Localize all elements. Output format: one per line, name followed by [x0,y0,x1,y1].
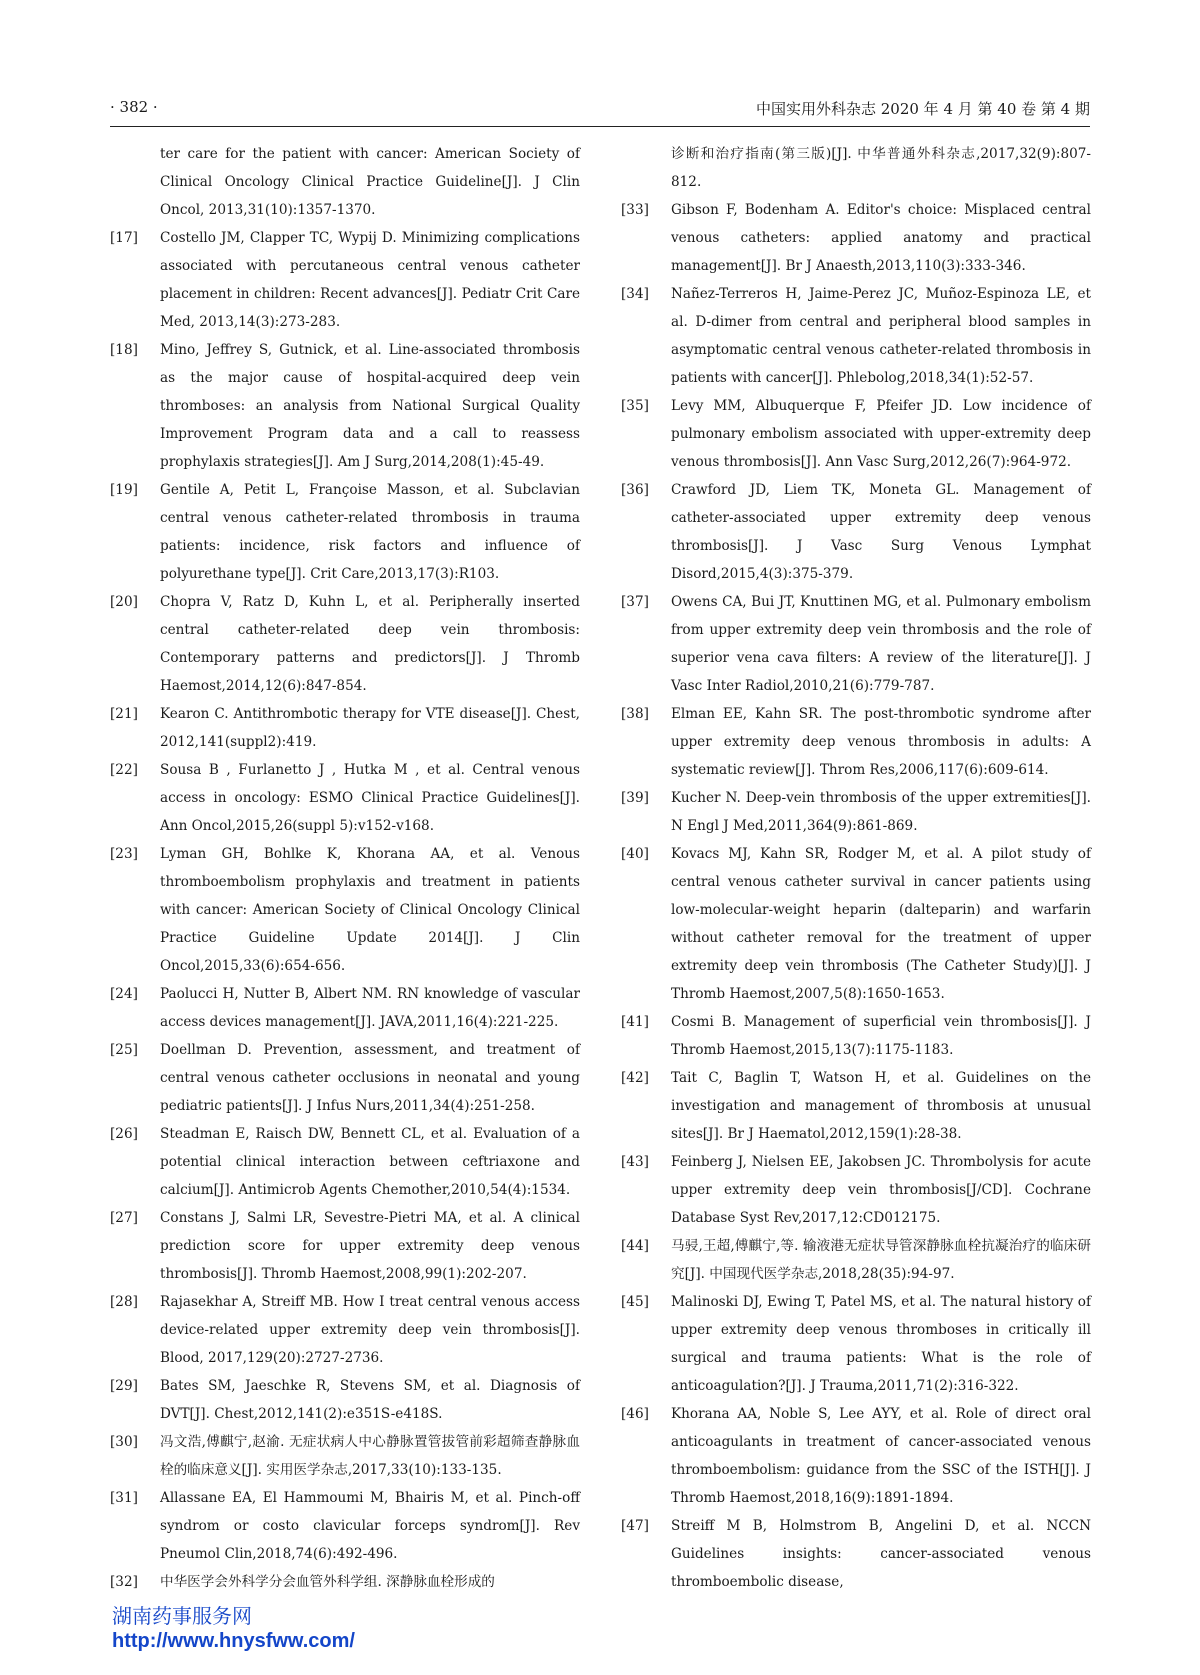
reference-number: [45] [621,1294,649,1310]
reference-text: Gibson F, Bodenham A. Editor's choice: Misplaced central venous catheters: applied anatomy and practical management[J]. Br J Anaesth,2013,110(3):333-346. [671,202,1091,274]
reference-item [110,224,580,336]
reference-number: [17] [110,230,138,246]
reference-item [110,1568,580,1596]
reference-number: [22] [110,762,138,778]
reference-item [621,1400,1091,1512]
right-column [621,140,1091,1596]
reference-text: Doellman D. Prevention, assessment, and treatment of central venous catheter occlusions in neonatal and young pediatric patients[J]. J Infus Nurs,2011,34(4):251-258. [160,1042,580,1114]
reference-number: [26] [110,1126,138,1142]
reference-text: 马骎,王超,傅麒宁,等. 输液港无症状导管深静脉血栓抗凝治疗的临床研究[J]. 中国现代医学杂志,2018,28(35):94-97. [671,1238,1091,1282]
reference-number: [32] [110,1574,138,1590]
reference-item [621,1064,1091,1148]
reference-text: Kearon C. Antithrombotic therapy for VTE disease[J]. Chest, 2012,141(suppl2):419. [160,706,580,750]
reference-text: Constans J, Salmi LR, Sevestre-Pietri MA, et al. A clinical prediction score for upper extremity deep venous thrombosis[J]. Thromb Haemost,2008,99(1):202-207. [160,1210,580,1282]
reference-number: [27] [110,1210,138,1226]
reference-item [621,588,1091,700]
reference-item [621,1008,1091,1064]
reference-number: [28] [110,1294,138,1310]
reference-text: Rajasekhar A, Streiff MB. How I treat central venous access device-related upper extremity deep vein thrombosis[J]. Blood, 2017,129(20):2727-2736. [160,1294,580,1366]
reference-item [621,1232,1091,1288]
reference-item [110,1428,580,1484]
reference-text: Paolucci H, Nutter B, Albert NM. RN knowledge of vascular access devices management[J]. JAVA,2011,16(4):221-225. [160,986,580,1030]
reference-number: [31] [110,1490,138,1506]
reference-text: Feinberg J, Nielsen EE, Jakobsen JC. Thrombolysis for acute upper extremity deep vein thrombosis[J/CD]. Cochrane Database Syst Rev,2017,12:CD012175. [671,1154,1091,1226]
reference-item [110,1288,580,1372]
reference-text: Nañez-Terreros H, Jaime-Perez JC, Muñoz-Espinoza LE, et al. D-dimer from central and peripheral blood samples in asymptomatic central venous catheter-related thrombosis in patients with cancer[J]. Phlebolog,2018,34(1):52-57. [671,286,1091,386]
reference-text: Malinoski DJ, Ewing T, Patel MS, et al. The natural history of upper extremity deep venous thromboses in critically ill surgical and trauma patients: What is the role of anticoagulation?[J]. J Trauma,2011,71(2):316-322. [671,1294,1091,1394]
journal-title: 中国实用外科杂志 2020 年 4 月 第 40 卷 第 4 期 [755,100,1090,118]
reference-item [110,980,580,1036]
reference-item [621,1512,1091,1596]
reference-number: [34] [621,286,649,302]
reference-text: Levy MM, Albuquerque F, Pfeifer JD. Low incidence of pulmonary embolism associated with upper-extremity deep venous thrombosis[J]. Ann Vasc Surg,2012,26(7):964-972. [671,398,1091,470]
reference-text: Elman EE, Kahn SR. The post-thrombotic syndrome after upper extremity deep venous thrombosis in adults: A systematic review[J]. Throm Res,2006,117(6):609-614. [671,706,1091,778]
reference-item [621,476,1091,588]
site-url-link[interactable]: http://www.hnysfww.com/ [112,1630,355,1652]
reference-number: [35] [621,398,649,414]
reference-number: [39] [621,790,649,806]
reference-text: 冯文浩,傅麒宁,赵渝. 无症状病人中心静脉置管拔管前彩超筛查静脉血栓的临床意义[J]. 实用医学杂志,2017,33(10):133-135. [160,1434,580,1478]
reference-item [110,1036,580,1120]
reference-item [621,196,1091,280]
reference-number: [38] [621,706,649,722]
reference-text: Khorana AA, Noble S, Lee AYY, et al. Role of direct oral anticoagulants in treatment of cancer-associated venous thromboembolism: guidance from the SSC of the ISTH[J]. J Thromb Haemost,2018,16(9):1891-1894. [671,1406,1091,1506]
reference-text: Kovacs MJ, Kahn SR, Rodger M, et al. A pilot study of central venous catheter survival in cancer patients using low-molecular-weight heparin (dalteparin) and warfarin without catheter removal for the treatment of upper extremity deep vein thrombosis (The Catheter Study)[J]. J Thromb Haemost,2007,5(8):1650-1653. [671,846,1091,1002]
running-header [110,96,1090,127]
reference-item [110,1484,580,1568]
reference-item [110,840,580,980]
reference-number: [30] [110,1434,138,1450]
reference-item [621,784,1091,840]
site-name: 湖南药事服务网 [112,1606,252,1628]
reference-text: Cosmi B. Management of superficial vein thrombosis[J]. J Thromb Haemost,2015,13(7):1175-1183. [671,1014,1091,1058]
reference-number: [47] [621,1518,649,1534]
reference-text: 中华医学会外科学分会血管外科学组. 深静脉血栓形成的 [160,1574,495,1590]
reference-number: [25] [110,1042,138,1058]
reference-number: [20] [110,594,138,610]
reference-item [110,336,580,476]
reference-number: [41] [621,1014,649,1030]
reference-item [621,1288,1091,1400]
reference-number: [42] [621,1070,649,1086]
reference-continued: 诊断和治疗指南(第三版)[J]. 中华普通外科杂志,2017,32(9):807-812. [671,146,1091,190]
reference-text: Owens CA, Bui JT, Knuttinen MG, et al. Pulmonary embolism from upper extremity deep vein thrombosis and the role of superior vena cava filters: A review of the literature[J]. J Vasc Inter Radiol,2010,21(6):779-787. [671,594,1091,694]
reference-text: Sousa B , Furlanetto J , Hutka M , et al. Central venous access in oncology: ESMO Clinical Practice Guidelines[J]. Ann Oncol,2015,26(suppl 5):v152-v168. [160,762,580,834]
reference-text: Tait C, Baglin T, Watson H, et al. Guidelines on the investigation and management of thrombosis at unusual sites[J]. Br J Haematol,2012,159(1):28-38. [671,1070,1091,1142]
reference-number: [43] [621,1154,649,1170]
reference-number: [24] [110,986,138,1002]
reference-text: Gentile A, Petit L, Françoise Masson, et al. Subclavian central venous catheter-related thrombosis in trauma patients: incidence, risk factors and influence of polyurethane type[J]. Crit Care,2013,17(3):R103. [160,482,580,582]
reference-text: Chopra V, Ratz D, Kuhn L, et al. Peripherally inserted central catheter-related deep vein thrombosis: Contemporary patterns and predictors[J]. J Thromb Haemost,2014,12(6):847-854. [160,594,580,694]
reference-text: Allassane EA, El Hammoumi M, Bhairis M, et al. Pinch-off syndrom or costo clavicular forceps syndrom[J]. Rev Pneumol Clin,2018,74(6):492-496. [160,1490,580,1562]
reference-item [110,1372,580,1428]
left-column [110,140,580,1596]
reference-item [110,1120,580,1204]
reference-item [621,840,1091,1008]
reference-text: Mino, Jeffrey S, Gutnick, et al. Line-associated thrombosis as the major cause of hospital-acquired deep vein thromboses: an analysis from National Surgical Quality Improvement Program data and a call to reassess prophylaxis strategies[J]. Am J Surg,2014,208(1):45-49. [160,342,580,470]
reference-text: Lyman GH, Bohlke K, Khorana AA, et al. Venous thromboembolism prophylaxis and treatment in patients with cancer: American Society of Clinical Oncology Clinical Practice Guideline Update 2014[J]. J Clin Oncol,2015,33(6):654-656. [160,846,580,974]
reference-text: Costello JM, Clapper TC, Wypij D. Minimizing complications associated with percutaneous central venous catheter placement in children: Recent advances[J]. Pediatr Crit Care Med, 2013,14(3):273-283. [160,230,580,330]
reference-item [621,392,1091,476]
reference-item [110,756,580,840]
reference-item [110,476,580,588]
reference-number: [46] [621,1406,649,1422]
reference-item [621,1148,1091,1232]
reference-number: [23] [110,846,138,862]
watermark-footer [112,1605,355,1653]
reference-text: Kucher N. Deep-vein thrombosis of the upper extremities[J]. N Engl J Med,2011,364(9):861-869. [671,790,1091,834]
reference-number: [29] [110,1378,138,1394]
reference-number: [44] [621,1238,649,1254]
reference-text: Bates SM, Jaeschke R, Stevens SM, et al. Diagnosis of DVT[J]. Chest,2012,141(2):e351S-e418S. [160,1378,580,1422]
page-number: · 382 · [110,98,158,116]
reference-number: [37] [621,594,649,610]
reference-text: Steadman E, Raisch DW, Bennett CL, et al. Evaluation of a potential clinical interaction between ceftriaxone and calcium[J]. Antimicrob Agents Chemother,2010,54(4):1534. [160,1126,580,1198]
reference-text: Crawford JD, Liem TK, Moneta GL. Management of catheter-associated upper extremity deep venous thrombosis[J]. J Vasc Surg Venous Lymphat Disord,2015,4(3):375-379. [671,482,1091,582]
reference-number: [40] [621,846,649,862]
reference-item [621,700,1091,784]
reference-item [110,588,580,700]
reference-number: [33] [621,202,649,218]
reference-continued: ter care for the patient with cancer: American Society of Clinical Oncology Clinical Practice Guideline[J]. J Clin Oncol, 2013,31(10):1357-1370. [160,146,580,218]
reference-item [621,280,1091,392]
reference-number: [36] [621,482,649,498]
reference-number: [18] [110,342,138,358]
reference-item [110,700,580,756]
reference-item [110,1204,580,1288]
reference-number: [21] [110,706,138,722]
reference-number: [19] [110,482,138,498]
reference-text: Streiff M B, Holmstrom B, Angelini D, et al. NCCN Guidelines insights: cancer-associated venous thromboembolic disease, [671,1518,1091,1590]
